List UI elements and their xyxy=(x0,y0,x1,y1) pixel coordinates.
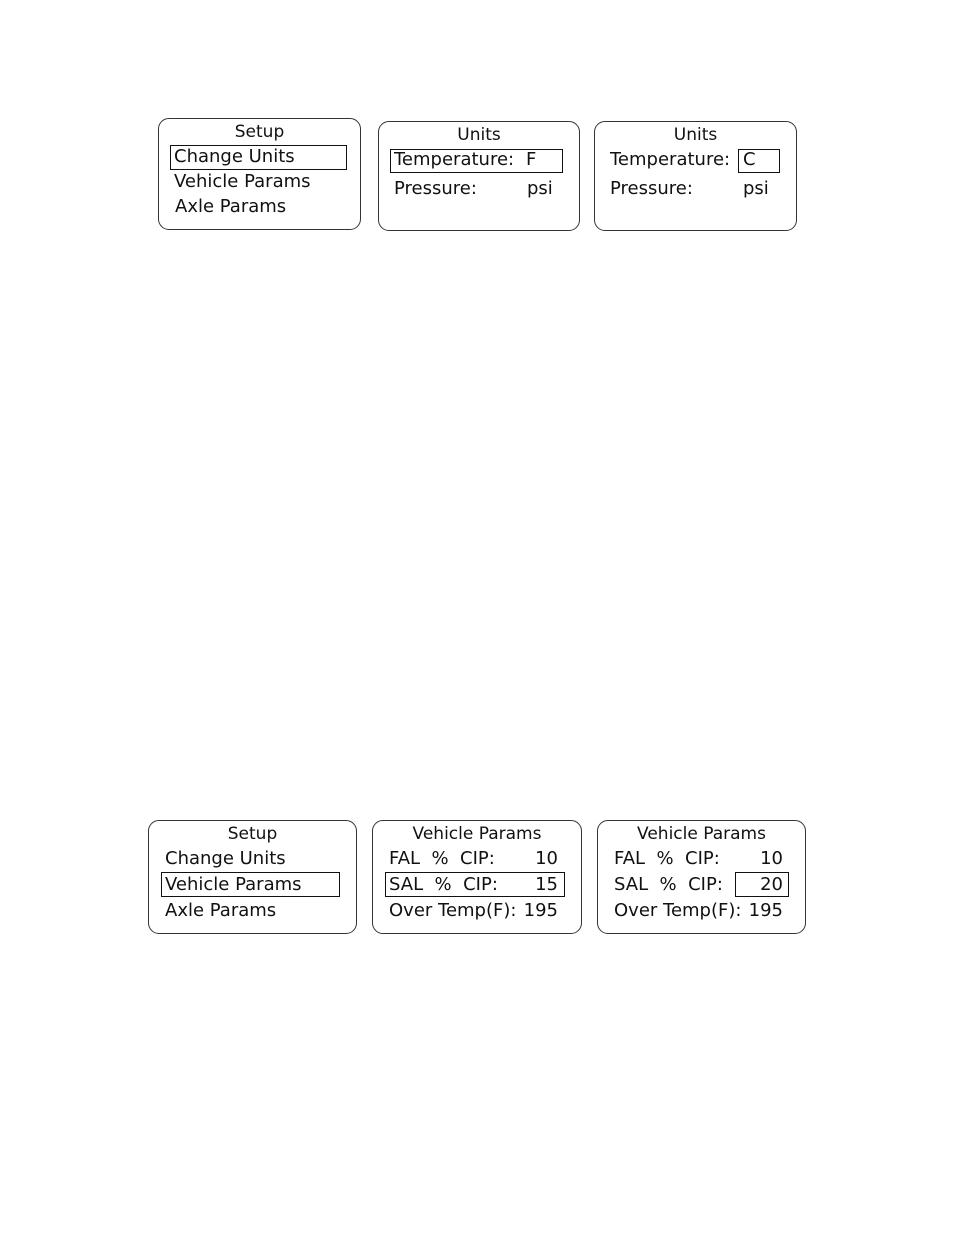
fal-cip-label: FAL % CIP: xyxy=(614,848,720,869)
fal-cip-value[interactable]: 10 xyxy=(760,848,783,869)
fal-cip-label: FAL % CIP: xyxy=(389,848,495,869)
over-temp-label: Over Temp(F): xyxy=(389,900,517,921)
units-screen-celsius xyxy=(594,121,797,231)
menu-item-vehicle-params[interactable]: Vehicle Params xyxy=(165,874,302,895)
over-temp-label: Over Temp(F): xyxy=(614,900,742,921)
menu-item-vehicle-params[interactable]: Vehicle Params xyxy=(174,171,311,192)
screen-title: Setup xyxy=(227,824,278,844)
over-temp-value[interactable]: 195 xyxy=(748,900,783,921)
pressure-value[interactable]: psi xyxy=(743,178,769,199)
pressure-label: Pressure: xyxy=(394,178,477,199)
over-temp-value[interactable]: 195 xyxy=(523,900,558,921)
temperature-value[interactable]: C xyxy=(743,149,756,170)
sal-cip-label: SAL % CIP: xyxy=(389,874,498,895)
setup-screen-change-units xyxy=(158,118,361,230)
vehicle-params-screen-sal-row xyxy=(372,820,582,934)
sal-cip-label: SAL % CIP: xyxy=(614,874,723,895)
menu-item-change-units[interactable]: Change Units xyxy=(174,146,295,167)
screen-title: Setup xyxy=(234,122,285,142)
temperature-value[interactable]: F xyxy=(526,149,537,170)
temperature-label: Temperature: xyxy=(394,149,515,170)
screen-title: Vehicle Params xyxy=(412,824,542,844)
setup-screen-vehicle-params xyxy=(148,820,357,934)
temperature-label: Temperature: xyxy=(610,149,731,170)
menu-item-axle-params[interactable]: Axle Params xyxy=(165,900,277,921)
pressure-value[interactable]: psi xyxy=(527,178,553,199)
units-screen-fahrenheit xyxy=(378,121,580,231)
pressure-label: Pressure: xyxy=(610,178,693,199)
menu-item-change-units[interactable]: Change Units xyxy=(165,848,286,869)
vehicle-params-screen-sal-value xyxy=(597,820,806,934)
screen-title: Units xyxy=(673,125,718,145)
sal-cip-value[interactable]: 20 xyxy=(760,874,783,895)
fal-cip-value[interactable]: 10 xyxy=(535,848,558,869)
menu-item-axle-params[interactable]: Axle Params xyxy=(175,196,287,217)
screen-title: Units xyxy=(457,125,501,145)
sal-cip-value[interactable]: 15 xyxy=(535,874,558,895)
screen-title: Vehicle Params xyxy=(637,824,766,844)
